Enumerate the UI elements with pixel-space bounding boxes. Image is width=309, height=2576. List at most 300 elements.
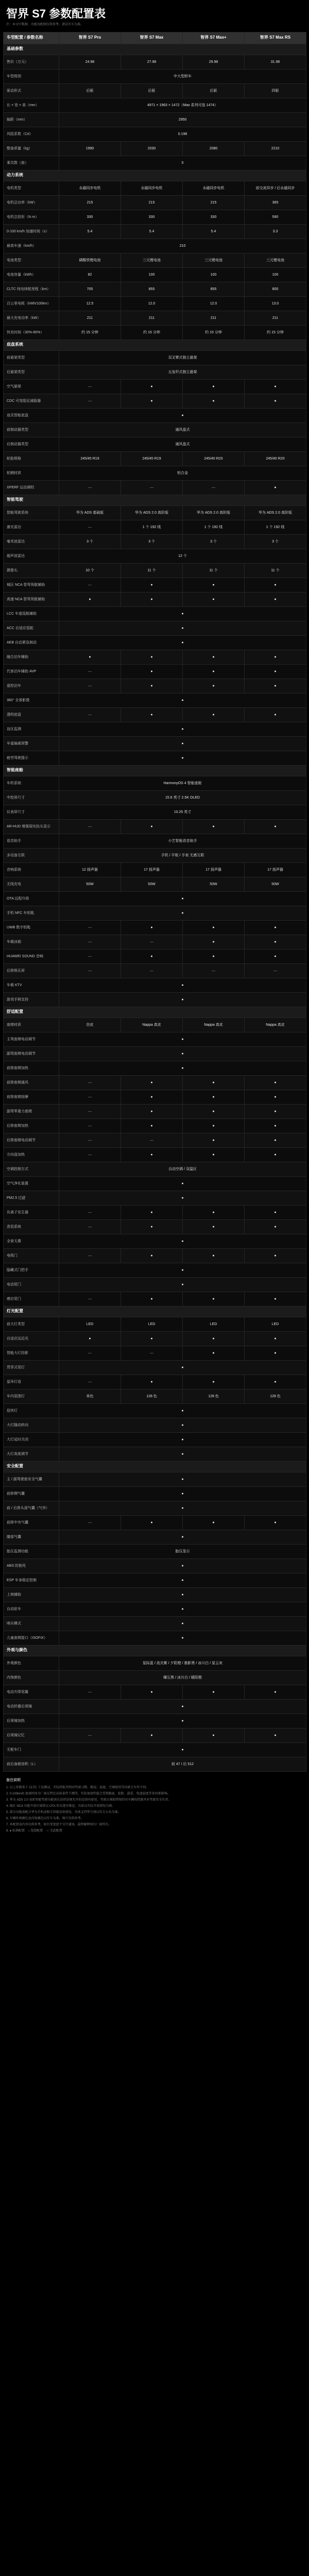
spec-value-all-models: ● bbox=[59, 1631, 306, 1645]
spec-row bbox=[4, 1162, 306, 1176]
spec-label: 无框车门 bbox=[4, 1742, 59, 1757]
spec-label: 全景天幕 bbox=[4, 1234, 59, 1248]
section-header bbox=[4, 44, 306, 55]
spec-label: AR-HUD 增强现实抬头显示 bbox=[4, 819, 59, 834]
spec-value-all-models: 4971 × 1963 × 1472（Max 系列可选 1474） bbox=[59, 98, 306, 112]
spec-value: 330 bbox=[121, 210, 183, 224]
section-header bbox=[4, 340, 306, 350]
spec-label: 儿童座椅接口（ISOFIX） bbox=[4, 1631, 59, 1645]
spec-value: ● bbox=[245, 1292, 306, 1306]
spec-label: 前大灯类型 bbox=[4, 1317, 59, 1331]
spec-value: ● bbox=[183, 1292, 245, 1306]
spec-label: 后排座椅加热 bbox=[4, 1118, 59, 1133]
spec-value: ● bbox=[245, 1219, 306, 1234]
spec-value-all-models: 胎压显示 bbox=[59, 1544, 306, 1558]
spec-row bbox=[4, 963, 306, 978]
spec-value: 215 bbox=[121, 195, 183, 210]
spec-value-all-models: ● bbox=[59, 1558, 306, 1573]
spec-value: — bbox=[59, 379, 121, 394]
spec-row bbox=[4, 722, 306, 736]
spec-value: ● bbox=[183, 394, 245, 408]
spec-row bbox=[4, 239, 306, 253]
spec-value: ● bbox=[183, 707, 245, 722]
spec-value: 17 扬声器 bbox=[121, 862, 183, 877]
spec-value-all-models: ● bbox=[59, 1486, 306, 1501]
note-line: 6. 车辆外观颜色及内饰颜色以实车为准，图片仅供参考。 bbox=[6, 1817, 84, 1821]
spec-value: — bbox=[121, 963, 183, 978]
spec-row bbox=[4, 848, 306, 862]
spec-value: 50W bbox=[245, 877, 306, 891]
spec-value: 13.0 bbox=[245, 296, 306, 311]
spec-value: ● bbox=[183, 1147, 245, 1162]
spec-row bbox=[4, 451, 306, 466]
spec-label: 驱动形式 bbox=[4, 83, 59, 98]
spec-row bbox=[4, 520, 306, 534]
spec-value: 211 bbox=[121, 311, 183, 325]
note-line: 4. 城区 NCA 功能开放区域将以 OTA 形式逐步推送，具体以实际开放情况为准。 bbox=[6, 1805, 115, 1808]
spec-label: 前悬架类型 bbox=[4, 350, 59, 365]
spec-row bbox=[4, 1046, 306, 1061]
spec-row bbox=[4, 1418, 306, 1432]
spec-value: — bbox=[59, 520, 121, 534]
spec-value: ● bbox=[183, 920, 245, 935]
spec-label: 座椅材质 bbox=[4, 1018, 59, 1032]
spec-row bbox=[4, 350, 306, 365]
spec-value: 1 个 192 线 bbox=[121, 520, 183, 534]
spec-label: 激光雷达 bbox=[4, 520, 59, 534]
spec-label: 自适应远近光 bbox=[4, 1331, 59, 1346]
spec-value-all-models: ● bbox=[59, 1742, 306, 1757]
spec-value-all-models: 通风盘式 bbox=[59, 422, 306, 437]
spec-label: 途灵智能底盘 bbox=[4, 408, 59, 422]
spec-value: 约 15 分钟 bbox=[59, 325, 121, 340]
section-title: 动力系统 bbox=[4, 170, 306, 181]
spec-value: 12 扬声器 bbox=[59, 862, 121, 877]
spec-row bbox=[4, 606, 306, 621]
spec-row bbox=[4, 707, 306, 722]
spec-label: 香氛系统 bbox=[4, 1219, 59, 1234]
spec-value: ● bbox=[245, 1104, 306, 1118]
spec-row bbox=[4, 621, 306, 635]
note-line: 3. 华为 ADS 2.0 高阶智能驾驶功能需在法律法规允许的范围内使用，驾驶员须始终保持对车辆的控制并对驾驶安全负责。 bbox=[6, 1799, 171, 1802]
spec-row bbox=[4, 1558, 306, 1573]
spec-row bbox=[4, 1205, 306, 1219]
spec-row bbox=[4, 505, 306, 520]
notes-block bbox=[3, 1772, 306, 1834]
spec-row bbox=[4, 1118, 306, 1133]
spec-value: ● bbox=[183, 1118, 245, 1133]
spec-value: ● bbox=[183, 1133, 245, 1147]
spec-row bbox=[4, 1447, 306, 1461]
spec-value: ● bbox=[245, 1147, 306, 1162]
spec-row bbox=[4, 1670, 306, 1685]
note-line: 5. 部分功能需配合华为手机或相关智能设备使用，具体支持型号请以官方公布为准。 bbox=[6, 1811, 121, 1815]
spec-label: 语音助手 bbox=[4, 834, 59, 848]
spec-row bbox=[4, 776, 306, 790]
spec-label: 后悬架类型 bbox=[4, 365, 59, 379]
spec-label: 电机总功率（kW） bbox=[4, 195, 59, 210]
spec-label: 高速 NCA 智驾领航辅助 bbox=[4, 592, 59, 606]
spec-value: ● bbox=[183, 1331, 245, 1346]
spec-value: ● bbox=[121, 1205, 183, 1219]
spec-value-all-models: ● bbox=[59, 1061, 306, 1075]
spec-value: ● bbox=[245, 1248, 306, 1263]
spec-value-all-models: ● bbox=[59, 1587, 306, 1602]
spec-label: 前排座椅通风 bbox=[4, 1075, 59, 1090]
page-title: 智界 S7 参数配置表 bbox=[6, 7, 106, 20]
spec-label: PM2.5 过滤 bbox=[4, 1191, 59, 1205]
spec-label: 车道偏离预警 bbox=[4, 736, 59, 751]
spec-value-all-models: ● bbox=[59, 891, 306, 906]
spec-row bbox=[4, 224, 306, 239]
spec-value-all-models: ● bbox=[59, 1046, 306, 1061]
spec-row bbox=[4, 253, 306, 267]
spec-row bbox=[4, 1631, 306, 1645]
spec-value: — bbox=[59, 1133, 121, 1147]
spec-value-all-models: ● bbox=[59, 1403, 306, 1418]
spec-value: — bbox=[121, 1133, 183, 1147]
spec-label: 后视镜加热 bbox=[4, 1714, 59, 1728]
section-header bbox=[4, 1645, 306, 1656]
section-title: 底盘系统 bbox=[4, 340, 306, 350]
spec-value: 永磁同步电机 bbox=[121, 181, 183, 195]
spec-label: 上坡辅助 bbox=[4, 1587, 59, 1602]
spec-label: 融合泊车辅助 bbox=[4, 650, 59, 664]
spec-row bbox=[4, 1544, 306, 1558]
spec-row bbox=[4, 790, 306, 805]
spec-value: ● bbox=[121, 592, 183, 606]
spec-value-all-models: ● bbox=[59, 621, 306, 635]
section-title: 灯光配置 bbox=[4, 1306, 306, 1317]
spec-value-all-models: ● bbox=[59, 1418, 306, 1432]
spec-value-all-models: ● bbox=[59, 978, 306, 992]
spec-value: 后驱 bbox=[59, 83, 121, 98]
spec-value: 华为 ADS 2.0 高阶版 bbox=[121, 505, 183, 520]
model-header-max: 智界 S7 Max bbox=[121, 32, 183, 44]
spec-value: 永磁同步电机 bbox=[59, 181, 121, 195]
spec-label: 空气悬架 bbox=[4, 379, 59, 394]
spec-value: ● bbox=[121, 1147, 183, 1162]
spec-value-all-models: 手机 / 平板 / 手表 无感互联 bbox=[59, 848, 306, 862]
spec-value: 3 个 bbox=[121, 534, 183, 549]
spec-value: LED bbox=[121, 1317, 183, 1331]
section-header bbox=[4, 1461, 306, 1472]
spec-row bbox=[4, 311, 306, 325]
spec-value: 2210 bbox=[245, 141, 306, 156]
spec-value: — bbox=[59, 920, 121, 935]
spec-value-all-models: 5 bbox=[59, 156, 306, 170]
spec-row bbox=[4, 1742, 306, 1757]
spec-value-all-models: 小艺智能语音助手 bbox=[59, 834, 306, 848]
spec-label: 360° 全景影像 bbox=[4, 693, 59, 707]
spec-value-all-models: ● bbox=[59, 1699, 306, 1714]
spec-label: 盲区监测 bbox=[4, 722, 59, 736]
spec-value-all-models: 10.25 英寸 bbox=[59, 805, 306, 819]
spec-label: 胎压监测功能 bbox=[4, 1544, 59, 1558]
section-header bbox=[4, 1306, 306, 1317]
spec-value: 24.98 bbox=[59, 55, 121, 69]
spec-label: 最高车速（km/h） bbox=[4, 239, 59, 253]
spec-label: 车型级别 bbox=[4, 69, 59, 83]
spec-row bbox=[4, 1714, 306, 1728]
spec-value-all-models: ● bbox=[59, 722, 306, 736]
spec-value: ● bbox=[121, 1292, 183, 1306]
spec-value: 590 bbox=[245, 210, 306, 224]
spec-label: 空调控制方式 bbox=[4, 1162, 59, 1176]
spec-row bbox=[4, 437, 306, 451]
spec-value: 100 bbox=[183, 267, 245, 282]
spec-label: 大灯高度调节 bbox=[4, 1447, 59, 1461]
spec-row bbox=[4, 736, 306, 751]
spec-row bbox=[4, 534, 306, 549]
spec-value: 705 bbox=[59, 282, 121, 296]
spec-label: 副驾座椅电动调节 bbox=[4, 1046, 59, 1061]
spec-value: ● bbox=[183, 1248, 245, 1263]
spec-row bbox=[4, 978, 306, 992]
spec-value: — bbox=[183, 963, 245, 978]
spec-value: 12.0 bbox=[183, 296, 245, 311]
spec-value: — bbox=[59, 578, 121, 592]
model-header-pro: 智界 S7 Pro bbox=[59, 32, 121, 44]
spec-value: 三元锂电池 bbox=[121, 253, 183, 267]
spec-row bbox=[4, 1515, 306, 1530]
spec-label: 电机类型 bbox=[4, 181, 59, 195]
spec-value-all-models: 中大型轿车 bbox=[59, 69, 306, 83]
spec-value: ● bbox=[183, 949, 245, 963]
spec-value-all-models: ● bbox=[59, 635, 306, 650]
spec-label: 车载 KTV bbox=[4, 978, 59, 992]
spec-value-all-models: 星际蓝 / 流光紫 / 夕阳橙 / 墨影黑 / 冰川白 / 星云灰 bbox=[59, 1656, 306, 1670]
spec-value: 50W bbox=[59, 877, 121, 891]
section-header bbox=[4, 495, 306, 505]
spec-value-all-models: ● bbox=[59, 736, 306, 751]
spec-row bbox=[4, 141, 306, 156]
spec-value: — bbox=[59, 1075, 121, 1090]
spec-label: 乘员数（座） bbox=[4, 156, 59, 170]
spec-row bbox=[4, 69, 306, 83]
spec-value-all-models: ● bbox=[59, 693, 306, 707]
table-header-row bbox=[4, 32, 306, 44]
spec-value-all-models: 前 47 / 后 512 bbox=[59, 1757, 306, 1771]
spec-row bbox=[4, 592, 306, 606]
spec-row bbox=[4, 379, 306, 394]
spec-value-all-models: ● bbox=[59, 1530, 306, 1544]
spec-value: ● bbox=[183, 819, 245, 834]
spec-value: ● bbox=[121, 1728, 183, 1742]
spec-value: — bbox=[59, 1118, 121, 1133]
spec-value-all-models: 通风盘式 bbox=[59, 437, 306, 451]
spec-label: 智能驾驶系统 bbox=[4, 505, 59, 520]
spec-row bbox=[4, 635, 306, 650]
spec-label: 空气净化装置 bbox=[4, 1176, 59, 1191]
section-title: 智能座舱 bbox=[4, 765, 306, 776]
spec-value-all-models: 15.6 英寸 2.5K OLED bbox=[59, 790, 306, 805]
spec-row bbox=[4, 98, 306, 112]
spec-value: 12.0 bbox=[121, 296, 183, 311]
spec-value-all-models: ● bbox=[59, 1277, 306, 1292]
spec-label: 车内氛围灯 bbox=[4, 1389, 59, 1403]
spec-value: — bbox=[59, 679, 121, 693]
spec-value: ● bbox=[245, 1685, 306, 1699]
spec-value-all-models: ● bbox=[59, 606, 306, 621]
spec-value: 三元锂电池 bbox=[245, 253, 306, 267]
spec-label: 最大充电功率（kW） bbox=[4, 311, 59, 325]
section-header bbox=[4, 170, 306, 181]
spec-label: 电池类型 bbox=[4, 253, 59, 267]
spec-value: Nappa 真皮 bbox=[245, 1018, 306, 1032]
spec-value: — bbox=[59, 394, 121, 408]
spec-value: ● bbox=[121, 1331, 183, 1346]
spec-label: 前 / 后排头部气囊（气帘） bbox=[4, 1501, 59, 1515]
spec-value-all-models: ● bbox=[59, 1602, 306, 1616]
section-header bbox=[4, 765, 306, 776]
spec-value: ● bbox=[121, 1685, 183, 1699]
spec-value: ● bbox=[245, 650, 306, 664]
spec-value: LED bbox=[245, 1317, 306, 1331]
spec-value-all-models: ● bbox=[59, 1263, 306, 1277]
spec-label: 前排座椅加热 bbox=[4, 1061, 59, 1075]
spec-value: — bbox=[59, 1515, 121, 1530]
spec-value: ● bbox=[245, 949, 306, 963]
spec-row bbox=[4, 1530, 306, 1544]
spec-row bbox=[4, 1331, 306, 1346]
spec-value: 800 bbox=[245, 282, 306, 296]
spec-value: ● bbox=[183, 664, 245, 679]
spec-row bbox=[4, 819, 306, 834]
spec-value: 磷酸铁锂电池 bbox=[59, 253, 121, 267]
spec-value: — bbox=[121, 1346, 183, 1360]
spec-row bbox=[4, 267, 306, 282]
spec-label: 手机 NFC 车钥匙 bbox=[4, 906, 59, 920]
spec-value: 5.4 bbox=[183, 224, 245, 239]
spec-value: ● bbox=[245, 935, 306, 949]
spec-value: ● bbox=[121, 949, 183, 963]
spec-value: — bbox=[59, 1104, 121, 1118]
spec-label: 感应尾门 bbox=[4, 1292, 59, 1306]
spec-value-all-models: ● bbox=[59, 906, 306, 920]
spec-value: ● bbox=[121, 920, 183, 935]
spec-label: 轮辋材质 bbox=[4, 466, 59, 480]
spec-value: ● bbox=[245, 1346, 306, 1360]
spec-value: 华为 ADS 2.0 高阶版 bbox=[183, 505, 245, 520]
spec-label: 主驾座椅电动调节 bbox=[4, 1032, 59, 1046]
spec-value: 约 15 分钟 bbox=[121, 325, 183, 340]
spec-value: ● bbox=[121, 394, 183, 408]
spec-value-all-models: ● bbox=[59, 1472, 306, 1486]
note-line: 2. 0-100km/h 加速时间为厂商在特定试验条件下测得，实际加速性能会受到路面、轮胎、载重、电池温度等多因素影响。 bbox=[6, 1792, 170, 1796]
spec-row bbox=[4, 1699, 306, 1714]
spec-value: 330 bbox=[59, 210, 121, 224]
spec-value: 245/45 R19 bbox=[59, 451, 121, 466]
spec-label: 售价（万元） bbox=[4, 55, 59, 69]
spec-value: 前交流异步 / 后永磁同步 bbox=[245, 181, 306, 195]
spec-value: — bbox=[59, 1728, 121, 1742]
spec-value: 215 bbox=[59, 195, 121, 210]
spec-value: 855 bbox=[121, 282, 183, 296]
spec-row bbox=[4, 1133, 306, 1147]
spec-value-all-models: ● bbox=[59, 1447, 306, 1461]
spec-row bbox=[4, 1616, 306, 1631]
spec-value: ● bbox=[245, 707, 306, 722]
section-header bbox=[4, 1007, 306, 1018]
spec-label: 电动升降尾翼 bbox=[4, 1685, 59, 1699]
spec-row bbox=[4, 920, 306, 935]
spec-value: ● bbox=[245, 1090, 306, 1104]
spec-value-all-models: 0.198 bbox=[59, 127, 306, 141]
spec-value: — bbox=[59, 1375, 121, 1389]
spec-row bbox=[4, 408, 306, 422]
spec-value: ● bbox=[121, 578, 183, 592]
spec-row bbox=[4, 751, 306, 765]
spec-value: 3 个 bbox=[245, 534, 306, 549]
spec-label: 前排座椅按摩 bbox=[4, 1090, 59, 1104]
spec-value-all-models: ● bbox=[59, 1032, 306, 1046]
spec-value: ● bbox=[121, 819, 183, 834]
spec-value-all-models: ● bbox=[59, 751, 306, 765]
spec-label: 音响系统 bbox=[4, 862, 59, 877]
spec-value-all-models: 自动空调 / 双温区 bbox=[59, 1162, 306, 1176]
spec-row bbox=[4, 1018, 306, 1032]
spec-value: ● bbox=[183, 935, 245, 949]
spec-value: — bbox=[59, 1219, 121, 1234]
spec-row bbox=[4, 906, 306, 920]
spec-value-all-models: ● bbox=[59, 1616, 306, 1631]
spec-row bbox=[4, 394, 306, 408]
spec-label: 透明底盘 bbox=[4, 707, 59, 722]
spec-value: ● bbox=[121, 1248, 183, 1263]
spec-value: — bbox=[121, 480, 183, 495]
spec-label: 超声波雷达 bbox=[4, 549, 59, 563]
spec-row bbox=[4, 949, 306, 963]
spec-row bbox=[4, 1277, 306, 1292]
spec-row bbox=[4, 877, 306, 891]
spec-value-all-models: 双叉臂式独立悬架 bbox=[59, 350, 306, 365]
spec-value: ● bbox=[121, 1219, 183, 1234]
spec-label: 长 × 宽 × 高（mm） bbox=[4, 98, 59, 112]
spec-value: — bbox=[59, 819, 121, 834]
model-header-max-plus: 智界 S7 Max+ bbox=[183, 32, 245, 44]
spec-value: ● bbox=[245, 1075, 306, 1090]
spec-label: 车载冰箱 bbox=[4, 935, 59, 949]
spec-row bbox=[4, 1685, 306, 1699]
spec-value: 10 个 bbox=[59, 563, 121, 578]
spec-value: — bbox=[59, 480, 121, 495]
spec-value: ● bbox=[245, 1515, 306, 1530]
spec-label: 0-100 km/h 加速时间（s） bbox=[4, 224, 59, 239]
spec-label: 内饰颜色 bbox=[4, 1670, 59, 1685]
spec-value: 3 个 bbox=[183, 534, 245, 549]
spec-value: ● bbox=[59, 592, 121, 606]
spec-value-all-models: ● bbox=[59, 992, 306, 1007]
spec-value: 华为 ADS 基础版 bbox=[59, 505, 121, 520]
spec-value: 11 个 bbox=[121, 563, 183, 578]
spec-value: 29.98 bbox=[183, 55, 245, 69]
spec-row bbox=[4, 992, 306, 1007]
spec-row bbox=[4, 1147, 306, 1162]
spec-label: 哨兵模式 bbox=[4, 1616, 59, 1631]
spec-row bbox=[4, 1360, 306, 1375]
spec-row bbox=[4, 549, 306, 563]
section-title: 基础参数 bbox=[4, 44, 306, 55]
spec-value: 三元锂电池 bbox=[183, 253, 245, 267]
spec-value: ● bbox=[245, 578, 306, 592]
spec-row bbox=[4, 296, 306, 311]
spec-value-all-models: ● bbox=[59, 1360, 306, 1375]
spec-value: — bbox=[59, 1346, 121, 1360]
spec-value: ● bbox=[245, 480, 306, 495]
spec-label: CDC 可变阻尼减振器 bbox=[4, 394, 59, 408]
spec-row bbox=[4, 1389, 306, 1403]
